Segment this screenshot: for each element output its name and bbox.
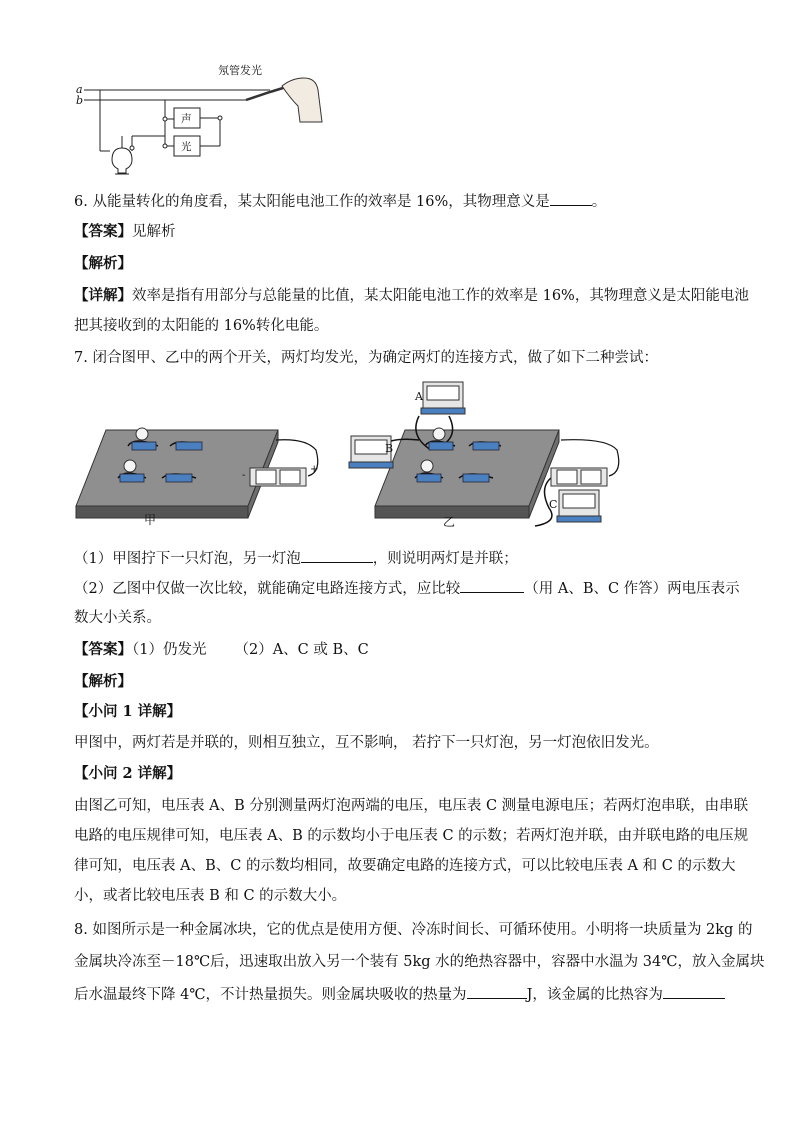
q7-sub2-detail-2: 电路的电压规律可知，电压表 A、B 的示数均小于电压表 C 的示数；若两灯泡并联，由并联电路的电压规 — [74, 828, 749, 844]
q7-blank-2 — [460, 578, 524, 593]
answer-text: 见解析 — [132, 224, 176, 240]
q7-analysis-tag: 【解析】 — [74, 673, 132, 690]
sound-label: 声 — [181, 113, 192, 125]
q7-sub1-tag: 【小问 1 详解】 — [74, 703, 182, 720]
q6-analysis-tag: 【解析】 — [74, 255, 132, 272]
q7-sub2: （2）乙图中仅做一次比较，就能确定电路连接方式，应比较 （用 A、B、C 作答）两电压表示 — [74, 578, 740, 599]
caption-neon-glow: 氖管发光 — [218, 64, 262, 77]
q8-blank-2 — [663, 984, 725, 999]
q8-line1: 8. 如图所示是一种金属冰块，它的优点是使用方便、冷冻时间长、可循环使用。小明将一块质量为 2kg 的 — [74, 922, 753, 938]
q7-sub1: （1）甲图拧下一只灯泡，另一灯泡 ，则说明两灯是并联； — [74, 548, 518, 569]
q8-blank-1 — [467, 984, 527, 999]
q7-blank-1 — [301, 548, 373, 563]
meter-label-A: A — [415, 390, 423, 403]
q7-sub2-line2: 数大小关系。 — [74, 610, 161, 626]
q7-sub2-detail-1: 由图乙可知，电压表 A、B 分别测量两灯泡两端的电压，电压表 C 测量电源电压；若两灯泡串联，由串联 — [74, 798, 749, 814]
q6-blank — [550, 191, 592, 206]
answer-tag: 【答案】 — [74, 223, 132, 240]
q8-line3: 后水温最终下降 4℃，不计热量损失。则金属块吸收的热量为 J，该金属的比热容为 — [74, 984, 725, 1005]
q7-answer: 【答案】（1）仍发光 （2）A、C 或 B、C — [74, 641, 369, 658]
q6-detail-line1: 【详解】效率是指有用部分与总能量的比值，某太阳能电池工作的效率是 16%，其物理意义是太阳能电池 — [74, 287, 749, 304]
meter-label-C: C — [549, 498, 558, 511]
label-a: a — [76, 83, 83, 96]
q7-sub2-detail-3: 律可知，电压表 A、B、C 的示数均相同，故要确定电路的连接方式，可以比较电压表 A 和 C 的示数大 — [74, 858, 736, 874]
figure-jia — [70, 400, 330, 530]
svg-text:-: - — [242, 470, 246, 481]
q7-sub1-detail: 甲图中，两灯若是并联的，则相互独立，互不影响， 若拧下一只灯泡，另一灯泡依旧发光。 — [74, 735, 659, 751]
q7-stem: 7. 闭合图甲、乙中的两个开关，两灯均发光，为确定两灯的连接方式，做了如下二种尝试： — [74, 350, 658, 366]
q6-answer — [74, 222, 176, 242]
light-label: 光 — [181, 141, 192, 153]
q7-sub2-detail-4: 小，或者比较电压表 B 和 C 的示数大小。 — [74, 888, 347, 904]
q8-line2: 金属块冷冻至－18℃后，迅速取出放入另一个装有 5kg 水的绝热容器中，容器中水温为 34℃，放入金属块 — [74, 954, 765, 970]
figure-yi — [345, 378, 630, 530]
svg-text:+: + — [310, 464, 319, 475]
label-yi: 乙 — [443, 515, 456, 529]
figure-test-pen-circuit — [70, 58, 330, 178]
meter-label-B: B — [385, 442, 394, 455]
q6-detail-line2: 把其接收到的太阳能的 16%转化电能。 — [74, 318, 329, 334]
q6-stem: 6. 从能量转化的角度看，某太阳能电池工作的效率是 16%，其物理意义是 。 — [74, 191, 606, 212]
label-b: b — [76, 94, 84, 107]
label-jia: 甲 — [144, 513, 157, 527]
q7-sub2-tag: 【小问 2 详解】 — [74, 765, 182, 782]
